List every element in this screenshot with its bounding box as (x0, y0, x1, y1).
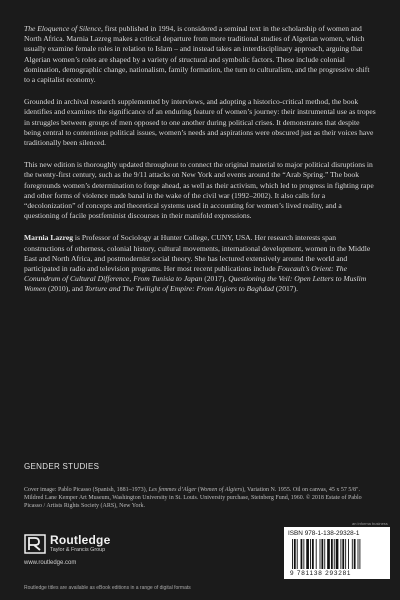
barcode-bar (359, 539, 360, 569)
bio-text: (2010), and (46, 284, 85, 294)
ebook-note: Routledge titles are available as eBook editions in a range of digital formats (24, 585, 191, 591)
author-bio (24, 233, 376, 294)
artwork-title-en: Women of Algiers (199, 487, 243, 493)
bio-text: is Professor of Sociology at Hunter College, CUNY, USA. Her research interests span constructions of otherness, colonial history, cultural movements, international development, women in the Middle East and North Africa, and postmodernist social theory. She has lectured extensively around the world and participated in radio and television programs. Her most recent publications include (24, 233, 371, 274)
credit-text: ( (196, 487, 200, 493)
barcode-bar (301, 539, 303, 569)
credit-text: Cover image: Pablo Picasso (Spanish, 1881–1973), (24, 487, 149, 493)
barcode-bar (294, 539, 296, 569)
work-title: Questioning the Veil: Open Letters to Muslim Women (24, 274, 367, 294)
bio-text: (2017). (273, 284, 299, 294)
barcode-bar (354, 539, 356, 569)
barcode-bar (316, 539, 317, 569)
work-title: Foucault’s Orient: The Conundrum of Cultural Difference, From Tunisia to Japan (24, 264, 347, 284)
barcode-bar (303, 539, 304, 569)
publisher-website[interactable]: www.routledge.com (24, 560, 77, 566)
publisher-group: Taylor & Francis Group (50, 547, 106, 553)
barcode-bar (345, 539, 346, 569)
routledge-logo-icon (24, 533, 46, 555)
barcode-bar (321, 539, 323, 569)
blurb-paragraph-3: This new edition is thoroughly updated throughout to connect the original material to major political disruptions in the twenty-first century, such as the 9/11 attacks on New York and events around the “Arab Spring.” The book foregrounds women’s determination to forge ahead, as well as their activism, which led to progress in fighting rape and other forms of violence made banal in the wake of the civil war (1992–2002). It also calls for a “decolonization” of concepts and theoretical systems used in accounting for women’s lived reality, and a questioning of facile postfeminist discourses in their manifold expressions. (24, 160, 374, 221)
blurb-text: , first published in 1994, is considered a seminal text in the scholarship of women and North Africa. Marnia Lazreg makes a critical departure from more traditional studies of Algerian women, which usually examine female roles in relation to Islam – and instead takes an interdisciplinary approach, arguing that Algerian women’s roles are shaped by a variety of structural and symbolic factors. These include colonial domination, demographic change, nationalism, family formation, the turn to culturalism, and the progressive shift to a capitalist economy. (24, 24, 370, 85)
barcode-bar (352, 539, 353, 569)
blurb-paragraph-2: Grounded in archival research supplemented by interviews, and adopting a historico-critical method, the book identifies and examines the significance of an enduring feature of women’s journey: their instrumental use as tropes in struggles between groups of men opposed to one another during political crises. It demonstrates that despite being central to contentious political issues, women’s needs and aspirations were obscured just as their voices have traditionally been silenced. (24, 97, 376, 148)
blurb-section (24, 24, 376, 307)
isbn-label: ISBN 978-1-138-29328-1 (288, 530, 360, 537)
barcode-bar (327, 539, 330, 569)
barcode-bar (312, 539, 314, 569)
cover-image-credit (24, 486, 379, 511)
publisher-logo (24, 533, 134, 561)
barcode-bars (292, 539, 382, 569)
series-label: GENDER STUDIES (24, 462, 100, 471)
bio-text: (2017), (202, 274, 229, 284)
credit-text: ), Variation N. 1955. Oil on canvas, 45 x 57 5/8". Mildred Lane Kemper Art Museum, Washington University in St. Louis. University purchase, Steinberg Fund, 1960. © 2018 Estate of Pablo Picasso / Artists Rights Society (ARS), New York. (24, 487, 362, 510)
barcode-bar (348, 539, 349, 569)
artwork-title: Les femmes d’Alger (148, 487, 197, 493)
book-title: The Eloquence of Silence (24, 24, 101, 33)
informa-tag: an informa business (352, 521, 388, 526)
barcode-bar (358, 539, 359, 569)
barcode-bar (324, 539, 325, 569)
barcode-bar (292, 539, 293, 569)
barcode-bar (336, 539, 339, 569)
barcode-bar (310, 539, 311, 569)
work-title: Torture and The Twilight of Empire: From Algiers to Baghdad (84, 284, 274, 294)
barcode-bar (320, 539, 321, 569)
barcode-bar (342, 539, 344, 569)
blurb-paragraph-1 (24, 24, 376, 85)
publisher-name: Routledge (50, 533, 111, 547)
barcode-number: 9 781138 293281 (290, 570, 352, 577)
barcode-bar (334, 539, 335, 569)
barcode-bar (331, 539, 333, 569)
barcode-bar (340, 539, 341, 569)
barcode (284, 527, 390, 579)
barcode-bar (306, 539, 309, 569)
author-name: Marnia Lazreg (24, 233, 73, 243)
barcode-bar (297, 539, 298, 569)
